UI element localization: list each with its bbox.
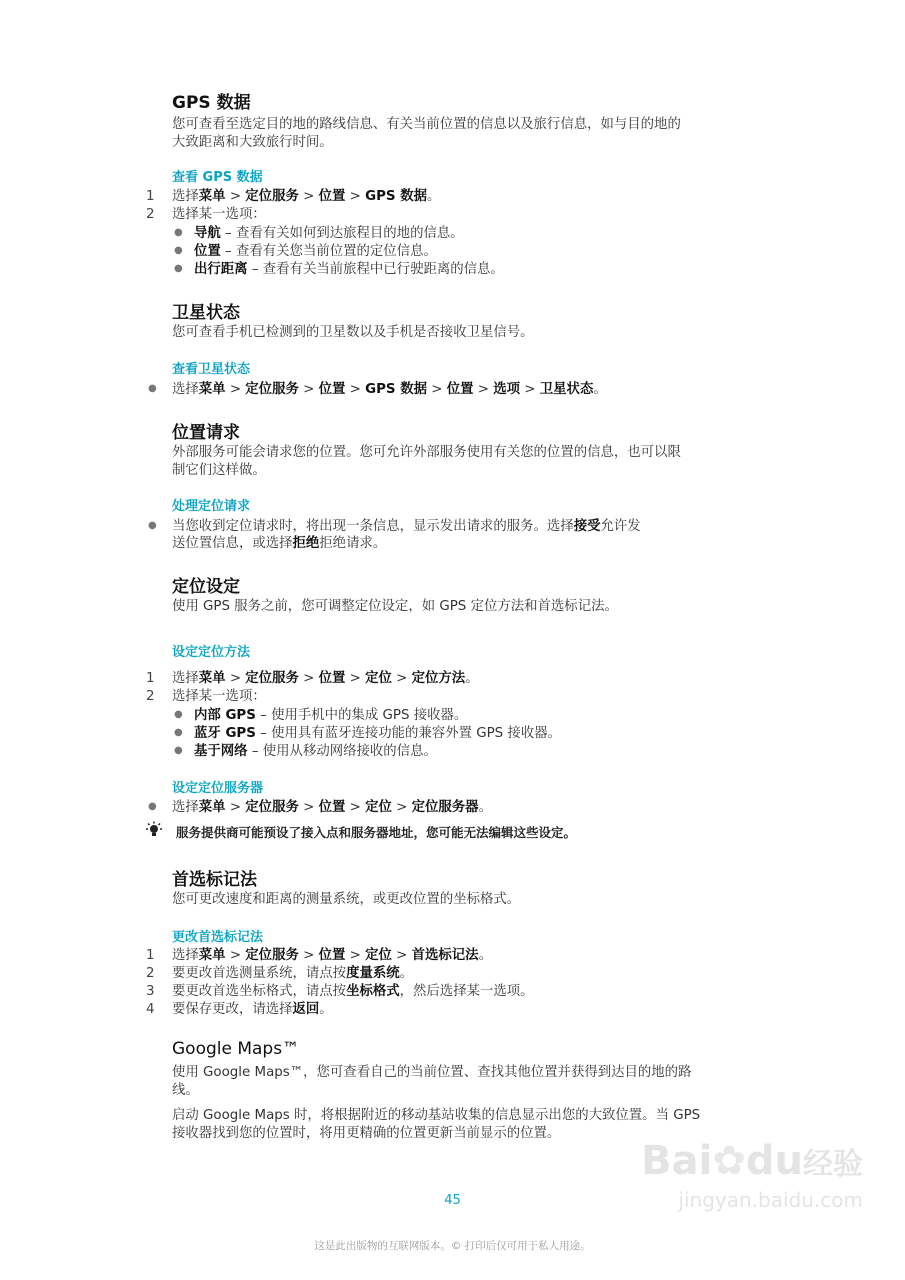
option-network-based: ● 基于网络 – 使用从移动网络接收的信息。 [174,744,437,759]
subheading-change-notation: 更改首选标记法 [172,930,264,945]
section-title-gps: GPS 数据 [172,93,251,113]
section-title-positioning-settings: 定位设定 [172,577,240,597]
section-desc-positioning-settings: 使用 GPS 服务之前，您可调整定位设定，如 GPS 定位方法和首选标记法。 [172,599,618,614]
bullet-satellite-path: ● 选择菜单 > 定位服务 > 位置 > GPS 数据 > 位置 > 选项 > 卫星状态。 [148,382,607,397]
footer-note: 这是此出版物的互联网版本。© 打印后仅可用于私人用途。 [314,1240,591,1252]
subheading-view-satellite: 查看卫星状态 [172,362,251,377]
option-trip-distance: ● 出行距离 – 查看有关当前旅程中已行驶距离的信息。 [174,262,504,277]
option-bluetooth-gps: ● 蓝牙 GPS – 使用具有蓝牙连接功能的兼容外置 GPS 接收器。 [174,726,561,741]
section-desc-satellite: 您可查看手机已检测到的卫星数以及手机是否接收卫星信号。 [172,325,534,340]
step-4: 4 要保存更改，请选择返回。 [146,1002,333,1017]
subheading-view-gps: 查看 GPS 数据 [172,170,263,185]
step-2: 2 选择某一选项： [146,207,266,222]
option-navigation: ● 导航 – 查看有关如何到达旅程目的地的信息。 [174,226,464,241]
section-desc-gps: 您可查看至选定目的地的路线信息、有关当前位置的信息以及旅行信息，如与目的地的 大致距离和大致旅行时间。 [172,117,681,150]
section-title-google-maps: Google Maps™ [172,1039,300,1059]
subheading-handle-request: 处理定位请求 [172,499,251,514]
section-title-location-request: 位置请求 [172,423,240,443]
section-desc-preferred-notation: 您可更改速度和距离的测量系统，或更改位置的坐标格式。 [172,892,521,907]
paw-icon: ✿ [712,1138,746,1184]
section-title-preferred-notation: 首选标记法 [172,870,257,890]
lightbulb-tip-icon [144,821,164,843]
bullet-request-line-1: ● 当您收到定位请求时，将出现一条信息，显示发出请求的服务。选择接受允许发 [148,519,641,534]
step-2: 2 选择某一选项： [146,689,266,704]
bullet-request-line-2: 送位置信息，或选择拒绝拒绝请求。 [172,536,387,551]
step-1: 1 选择菜单 > 定位服务 > 位置 > 定位 > 定位方法。 [146,671,479,686]
section-title-satellite: 卫星状态 [172,303,240,323]
section-desc-location-request: 外部服务可能会请求您的位置。您可允许外部服务使用有关您的位置的信息，也可以限 制它们这样做。 [172,445,681,478]
option-internal-gps: ● 内部 GPS – 使用手机中的集成 GPS 接收器。 [174,708,468,723]
bullet-server-path: ● 选择菜单 > 定位服务 > 位置 > 定位 > 定位服务器。 [148,800,492,815]
google-maps-paragraph-1: 使用 Google Maps™，您可查看自己的当前位置、查找其他位置并获得到达目的地的路 线。 [172,1065,692,1098]
tip-text: 服务提供商可能预设了接入点和服务器地址，您可能无法编辑这些设定。 [176,825,577,840]
baidu-watermark: Bai✿du经验 jingyan.baidu.com [641,1138,863,1212]
option-position: ● 位置 – 查看有关您当前位置的定位信息。 [174,244,437,259]
google-maps-paragraph-2: 启动 Google Maps 时，将根据附近的移动基站收集的信息显示出您的大致位置。当 GPS 接收器找到您的位置时，将用更精确的位置更新当前显示的位置。 [172,1108,701,1141]
step-1: 1 选择菜单 > 定位服务 > 位置 > 定位 > 首选标记法。 [146,948,492,963]
step-2: 2 要更改首选测量系统，请点按度量系统。 [146,966,414,981]
subheading-positioning-server: 设定定位服务器 [172,781,264,796]
step-1: 1 选择菜单 > 定位服务 > 位置 > GPS 数据。 [146,189,441,204]
subheading-positioning-method: 设定定位方法 [172,645,251,660]
step-3: 3 要更改首选坐标格式，请点按坐标格式，然后选择某一选项。 [146,984,534,999]
page-number: 45 [444,1193,461,1208]
